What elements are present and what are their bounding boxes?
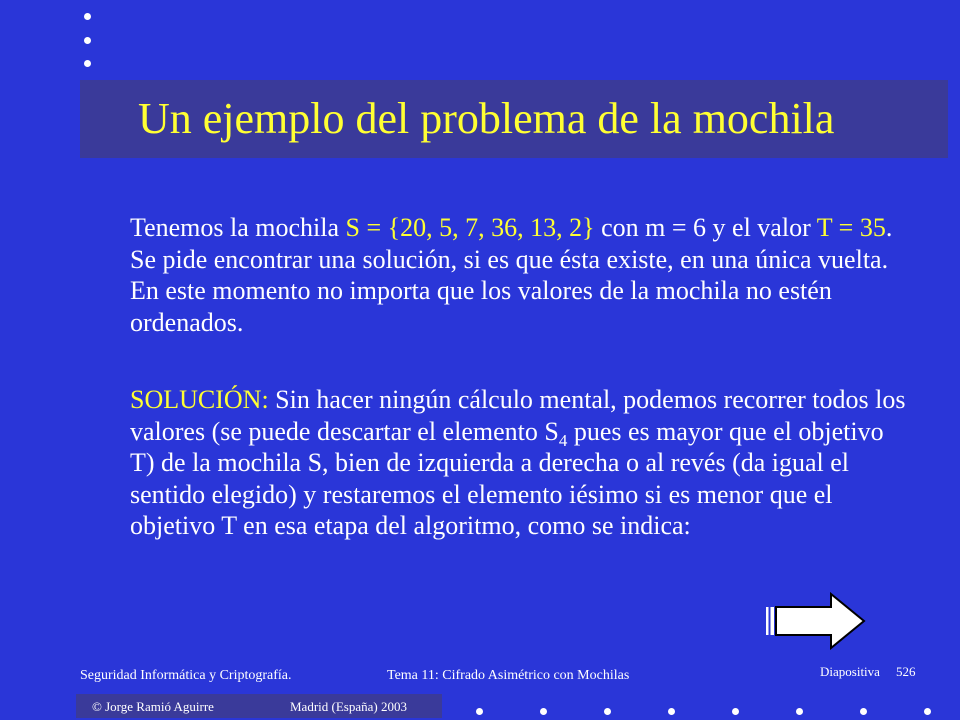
text: . Se pide encontrar una solución, si es que ésta existe, en una única vuelta. En este momento no importa que los valores de la mochila no estén ordenados. — [130, 213, 893, 337]
dot-bullet — [732, 708, 739, 715]
dot-bullet — [796, 708, 803, 715]
slide-number: 526 — [896, 664, 916, 679]
footer-author: © Jorge Ramió Aguirre — [92, 699, 214, 714]
text: con m = 6 y el valor — [594, 213, 817, 242]
dot-bullet — [924, 708, 931, 715]
slide-title: Un ejemplo del problema de la mochila — [138, 94, 835, 143]
text: Sin hacer ningún cálculo mental, podemos recorrer todos los valores (se puede descartar el elemento S — [130, 385, 906, 446]
solution-label: SOLUCIÓN: — [130, 385, 269, 414]
problem-statement — [130, 212, 910, 338]
dot-bullet — [604, 708, 611, 715]
dot-bullet — [668, 708, 675, 715]
footer-place: Madrid (España) 2003 — [290, 699, 407, 714]
dot-bullet — [540, 708, 547, 715]
target-t: T = 35 — [816, 213, 886, 242]
dot-bullet — [476, 708, 483, 715]
solution-text — [130, 384, 910, 542]
footer-slide-label: Diapositiva — [820, 664, 880, 679]
footer-course: Seguridad Informática y Criptografía. — [80, 668, 292, 683]
text: Tenemos la mochila — [130, 213, 346, 242]
dot-bullet — [84, 13, 91, 20]
subscript: 4 — [558, 430, 568, 450]
text: pues es mayor que el objetivo T) de la mochila S, bien de izquierda a derecha o al revés (da igual el sentido elegido) y restaremos el elemento iésimo si es menor que el objetivo T en esa etapa del algoritmo, como se indica: — [130, 416, 884, 540]
right-arrow-icon[interactable] — [765, 592, 867, 652]
dot-bullet — [84, 37, 91, 44]
footer-topic: Tema 11: Cifrado Asimétrico con Mochilas — [387, 668, 630, 683]
dot-bullet — [84, 60, 91, 67]
dot-bullet — [860, 708, 867, 715]
set-s: S = {20, 5, 7, 36, 13, 2} — [345, 213, 595, 242]
